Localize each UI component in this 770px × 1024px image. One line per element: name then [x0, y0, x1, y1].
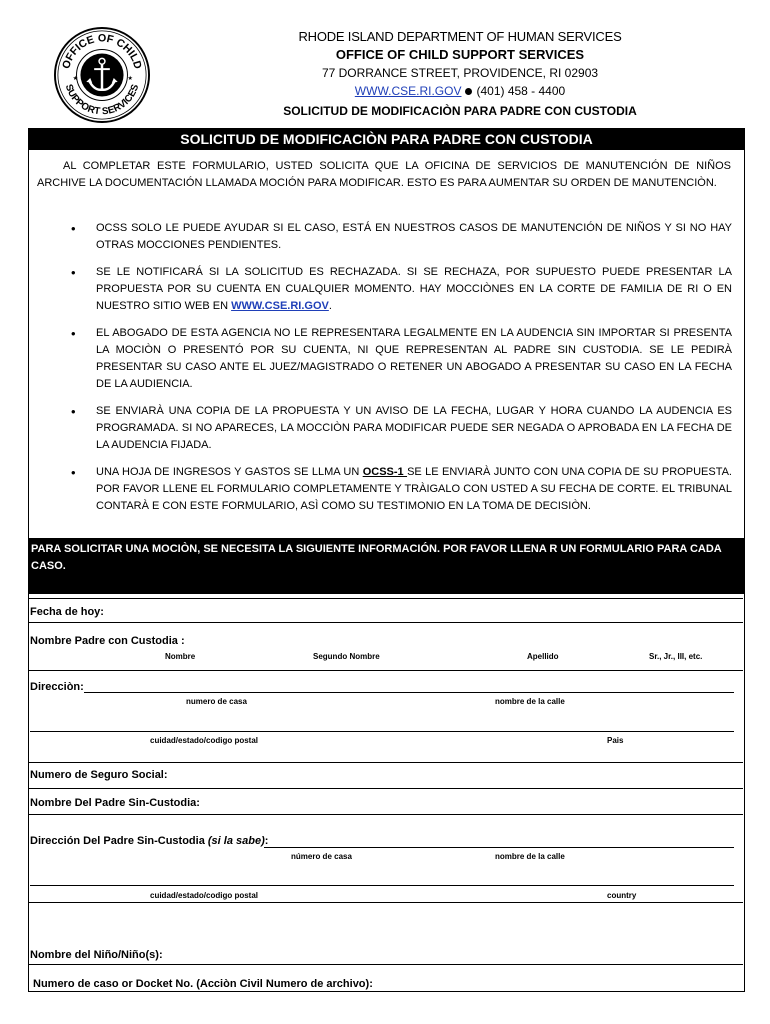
svg-text:★: ★: [127, 75, 133, 82]
office-name: OFFICE OF CHILD SUPPORT SERVICES: [335, 47, 585, 62]
city-state-zip-caption: cuidad/estado/codigo postal: [150, 736, 259, 745]
nc-street-name-caption: nombre de la calle: [495, 852, 565, 861]
instruction-text: SE LE ENVIARÀ JUNTO CON UNA COPIA DE SU PROPUESTA. POR FAVOR LLENE EL FORMULARIO COMPLETAMENTE Y TRÀIGALO CON USTED A SU FECHA DE CORTE. EL TRIBUNAL CONTARÀ E CON ESTE FORMULARIO, ASÌ COMO SU TESTIMONIO EN LA TOMA DE DECISIÒN.: [96, 466, 732, 512]
country-caption: Pais: [607, 736, 624, 745]
intro-text: AL COMPLETAR ESTE FORMULARIO, USTED SOLICITA QUE LA OFICINA DE SERVICIOS DE MANUTENCIÓN DE NIÑOS ARCHIVE LA DOCUMENTACIÓN LLAMADA MOCIÓN PARA MODIFICAR. ESTO ES PARA AUMENTAR SU ORDEN DE MANUTENCIÒN.: [37, 160, 731, 189]
ocss-form-code: OCSS-1: [362, 466, 408, 478]
seal-bottom-text: SUPPORT SERVICES: [62, 83, 142, 118]
middle-name-caption: Segundo Nombre: [313, 652, 380, 661]
form-title-bar: SOLICITUD DE MODIFICACIÒN PARA PADRE CON CUSTODIA: [28, 128, 745, 150]
first-name-caption: Nombre: [165, 652, 196, 661]
seal-top-text: OFFICE OF CHILD: [60, 32, 144, 71]
form-subtitle: SOLICITUD DE MODIFICACIÒN PARA PADRE CON CUSTODIA: [283, 104, 637, 118]
case-number-row[interactable]: [28, 964, 743, 991]
noncustodial-name-label: Nombre Del Padre Sin-Custodia:: [30, 797, 200, 809]
contact-line: [230, 82, 690, 100]
instruction-item: • OCSS SOLO LE PUEDE AYUDAR SI EL CASO, ESTÁ EN NUESTROS CASOS DE MANUTENCIÓN DE NIÑOS Y SI NO HAY OTRAS MOCCIONES PENDIENTES.: [96, 220, 732, 254]
last-name-caption: Apellido: [527, 652, 559, 661]
agency-seal: [53, 26, 151, 124]
suffix-caption: Sr., Jr., III, etc.: [649, 652, 703, 661]
address-line[interactable]: [84, 692, 734, 693]
instruction-end: .: [328, 300, 332, 312]
website-link[interactable]: WWW.CSE.RI.GOV: [231, 300, 329, 312]
address-row[interactable]: [28, 670, 743, 763]
noncustodial-address-line[interactable]: [264, 847, 734, 848]
date-label: Fecha de hoy:: [30, 606, 104, 618]
ssn-label: Numero de Seguro Social:: [30, 769, 168, 781]
svg-text:★: ★: [72, 75, 78, 82]
anchor-icon: [80, 53, 123, 96]
instruction-item: [96, 264, 732, 315]
agency-header: [230, 28, 690, 100]
instruction-item: • EL ABOGADO DE ESTA AGENCIA NO LE REPRESENTARA LEGALMENTE EN LA AUDENCIA SIN IMPORTAR SI PRESENTA LA MOCIÒN O PRESENTÓ POR SU CUENTA, NI QUE REPRESENTAN AL PADRE SIN CUSTODIA. SE LE PEDIRÀ PRESENTAR SU CASO ANTE EL JUEZ/MAGISTRADO O RETENER UN ABOGADO A PRESENTAR SU CASO EN LA FECHA DE LA AUDIENCIA.: [96, 325, 732, 393]
nc-city-line[interactable]: [30, 885, 734, 886]
website-link[interactable]: WWW.CSE.RI.GOV: [354, 84, 462, 98]
instructions-list: [96, 220, 732, 515]
custodial-name-row[interactable]: [28, 622, 743, 671]
office-address: 77 DORRANCE STREET, PROVIDENCE, RI 02903: [321, 66, 599, 80]
date-row[interactable]: [28, 598, 743, 621]
nc-city-state-zip-caption: cuidad/estado/codigo postal: [150, 891, 259, 900]
noncustodial-name-row[interactable]: [28, 788, 743, 813]
case-number-label: Numero de caso or Docket No. (Acciòn Civil Numero de archivo):: [33, 978, 373, 990]
noncustodial-address-row[interactable]: [28, 814, 743, 903]
street-name-caption: nombre de la calle: [495, 697, 565, 706]
address-label: Direcciòn:: [30, 681, 84, 693]
city-line[interactable]: [30, 731, 734, 732]
instruction-text: UNA HOJA DE INGRESOS Y GASTOS SE LLMA UN: [96, 466, 363, 478]
custodial-name-label: Nombre Padre con Custodia :: [30, 635, 185, 647]
nc-house-number-caption: número de casa: [291, 852, 352, 861]
bullet-dot-icon: [465, 88, 472, 95]
info-request-text: PARA SOLICITAR UNA MOCIÒN, SE NECESITA LA SIGUIENTE INFORMACIÓN. POR FAVOR LLENA R UN FORMULARIO PARA CADA CASO.: [31, 543, 722, 572]
instruction-text: SE LE NOTIFICARÁ SI LA SOLICITUD ES RECHAZADA. SI SE RECHAZA, POR SUPUESTO PUEDE PRESENTAR LA PROPUESTA POR SU CUENTA EN CUALQUIER MOMENTO. HAY MOCCIÒNES EN LA CORTE DE FAMILIA DE RI O EN NUESTRO SITIO WEB EN: [96, 266, 732, 312]
noncustodial-address-label: Dirección Del Padre Sin-Custodia (si la sabe):: [30, 835, 269, 847]
house-number-caption: numero de casa: [186, 697, 247, 706]
department-name: RHODE ISLAND DEPARTMENT OF HUMAN SERVICES: [298, 29, 622, 44]
phone-number: (401) 458 - 4400: [476, 84, 566, 98]
ssn-row[interactable]: [28, 762, 743, 787]
children-label: Nombre del Niño/Niño(s):: [30, 949, 163, 961]
children-row[interactable]: [28, 902, 743, 965]
instruction-item: [96, 464, 732, 515]
info-request-bar: [28, 538, 745, 594]
intro-paragraph: [37, 158, 731, 192]
instruction-item: • SE ENVIARÀ UNA COPIA DE LA PROPUESTA Y UN AVISO DE LA FECHA, LUGAR Y HORA CUANDO LA AUDENCIA ES PROGRAMADA. SI NO APARECES, LA MOCCIÒN PARA MODIFICAR PUEDE SER NEGADA O APROBADA EN LA FECHA DE LA AUDENCIA FIJADA.: [96, 403, 732, 454]
nc-country-caption: country: [607, 891, 637, 900]
address-hint: (si la sabe): [207, 835, 265, 847]
